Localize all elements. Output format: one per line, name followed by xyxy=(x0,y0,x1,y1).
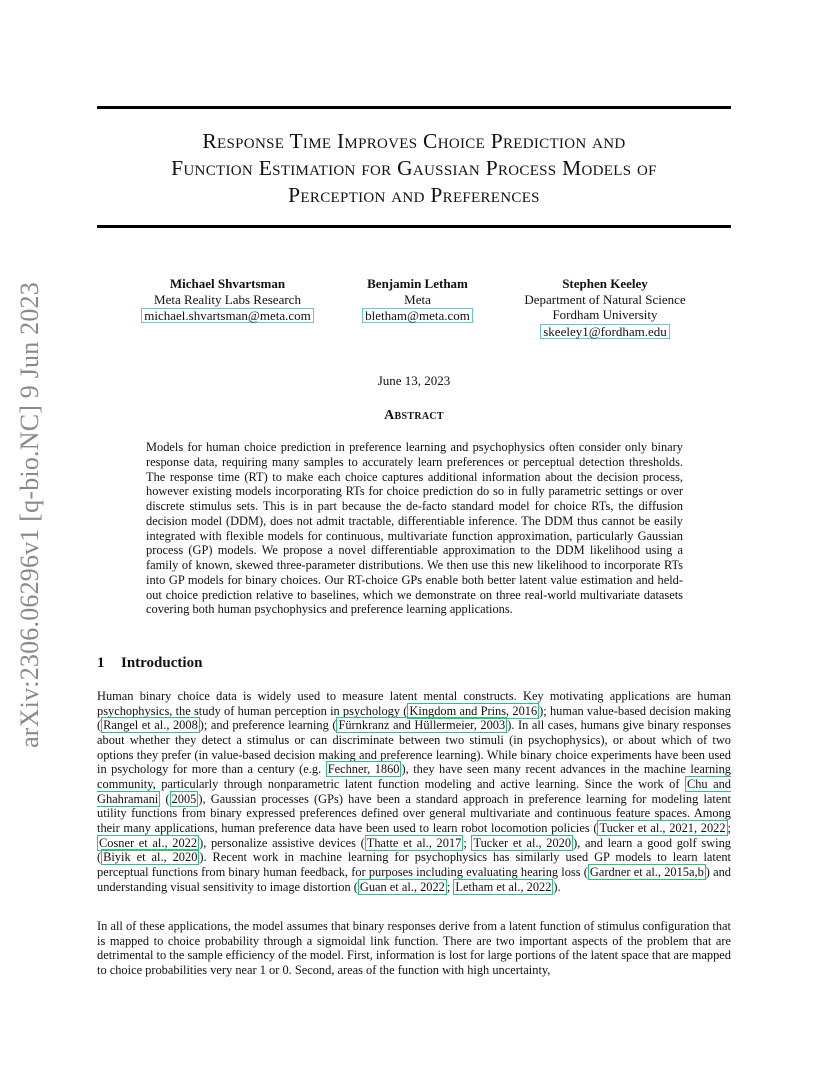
citation-link[interactable]: Tucker et al., 2021, 2022 xyxy=(599,820,726,835)
arxiv-identifier-stamp[interactable] xyxy=(8,280,52,750)
paragraph-text-run: ( xyxy=(160,791,170,806)
paragraph-text-run: ); human value-based decision making ( xyxy=(97,703,732,733)
paragraph-text-run: ); and preference learning ( xyxy=(199,718,337,733)
paragraph-text-run: Human binary choice data is widely used to measure latent mental constructs. Key motivating applications are human psychophysics, the study of human perception in psychology ( xyxy=(97,689,731,718)
section-number: 1 xyxy=(97,655,105,671)
paragraph-text-run: ), Gaussian processes (GPs) have been a standard approach in preference learning for modeling latent utility functions from binary expressed preferences defined over general multivariate and continuous feature spaces. Among their many applications, human preference data have been used to learn robot locomotion policies ( xyxy=(97,791,731,835)
citation-link[interactable]: Cosner et al., 2022 xyxy=(99,835,198,850)
paragraph-text-run: ), and learn a good golf swing ( xyxy=(97,835,731,865)
paragraph-text-run: ) and understanding visual sensitivity to image distortion ( xyxy=(97,864,731,894)
author-email-link[interactable]: bletham@meta.com xyxy=(362,308,473,323)
citation-link[interactable]: Rangel et al., 2008 xyxy=(103,718,198,733)
author-name: Michael Shvartsman xyxy=(169,276,286,291)
title-line-2: Function Estimation for Gaussian Process Models of xyxy=(171,156,657,180)
author-affiliation: Meta xyxy=(404,291,431,307)
arxiv-identifier-text[interactable]: arXiv:2306.06296v1 [q-bio.NC] 9 Jun 2023 xyxy=(15,282,44,748)
paragraph-text-run: ), personalize assistive devices ( xyxy=(199,835,365,850)
section-title: Introduction xyxy=(121,655,203,671)
author-affiliation: Meta Reality Labs Research xyxy=(154,291,301,307)
paragraph-text-run: ). Recent work in machine learning for psychophysics has similarly used GP models to learn latent perceptual functions from binary human feedback, for purposes including evaluating hearing loss ( xyxy=(97,850,731,879)
paragraph-text-run: ; xyxy=(727,820,731,835)
paragraph-text-run: ; xyxy=(446,879,454,894)
introduction-paragraph-2: In all of these applications, the model assumes that binary responses derive from a latent function of stimulus configuration that is mapped to choice probability through a sigmoidal link function. There are two important aspects of the problem that are detrimental to the sample efficiency of the model. First, information is lost for large portions of the latent space that are mapped to choice probabilities very near 1 or 0. Second, areas of the function with high uncertainty, xyxy=(97,919,731,977)
citation-link[interactable]: Fürnkranz and Hüllermeier, 2003 xyxy=(338,718,506,733)
paper-title xyxy=(97,128,731,209)
author-name: Benjamin Letham xyxy=(367,276,468,291)
introduction-paragraph-1 xyxy=(97,689,731,911)
citation-link[interactable]: Gardner et al., 2015a,b xyxy=(589,864,704,879)
citation-link[interactable]: Letham et al., 2022 xyxy=(455,879,552,894)
author-email-link[interactable]: michael.shvartsman@meta.com xyxy=(141,308,313,323)
citation-link[interactable]: Biyik et al., 2020 xyxy=(103,850,198,865)
author-block-keeley xyxy=(505,276,705,339)
abstract-heading: Abstract xyxy=(384,408,444,423)
author-email-link[interactable]: skeeley1@fordham.edu xyxy=(540,324,670,339)
paragraph-text-run: ), they have seen many recent advances in the machine learning community, particularly through nonparametric latent function modeling and active learning. Since the work of xyxy=(97,762,731,791)
citation-link[interactable]: Guan et al., 2022 xyxy=(359,879,445,894)
paragraph-text-run: ; xyxy=(463,835,472,850)
author-block-shvartsman xyxy=(135,276,320,324)
abstract-body: Models for human choice prediction in preference learning and psychophysics often consider only binary response data, requiring many samples to accurately learn preferences or perceptual detection thresholds. The response time (RT) to make each choice captures additional information about the decision process, however existing models incorporating RTs for choice prediction do so in fully parametric settings or over discrete stimulus sets. This is in part because the de-facto standard model for choice RTs, the diffusion decision model (DDM), does not admit tractable, differentiable inference. The DDM thus cannot be easily integrated with flexible models for continuous, multivariate function approximation, particularly Gaussian process (GP) models. We propose a novel differentiable approximation to the DDM likelihood using a family of known, skewed three-parameter distributions. We then use this new likelihood to incorporate RTs into GP models for binary choices. Our RT-choice GPs enable both better latent value estimation and held-out choice prediction relative to baselines, which we demonstrate on three real-world multivariate datasets covering both human psychophysics and preference learning applications. xyxy=(146,440,683,617)
author-name: Stephen Keeley xyxy=(562,276,648,291)
citation-link[interactable]: Chu and Ghahramani xyxy=(97,776,731,806)
citation-link[interactable]: Tucker et al., 2020 xyxy=(473,835,572,850)
paragraph-text-run: ). In all cases, humans give binary responses about whether they detect a stimulus or can discriminate between two stimuli (in psychophysics), or about which of two options they prefer (in value-based decision making and preference learning). While binary choice experiments have been used in psychology for more than a century (e.g. xyxy=(97,718,731,777)
author-affiliation-2: Fordham University xyxy=(552,307,658,322)
citation-link[interactable]: Fechner, 1860 xyxy=(327,762,400,777)
paragraph-text-run: ). xyxy=(553,879,561,894)
paper-date: June 13, 2023 xyxy=(377,373,451,388)
title-top-rule xyxy=(97,106,731,109)
citation-link[interactable]: Kingdom and Prins, 2016 xyxy=(409,703,538,718)
author-affiliation: Department of Natural Science xyxy=(524,291,686,307)
citation-link[interactable]: 2005 xyxy=(171,791,197,806)
title-line-3: Perception and Preferences xyxy=(288,183,540,207)
author-block-letham xyxy=(355,276,480,324)
title-line-1: Response Time Improves Choice Prediction and xyxy=(202,129,626,153)
section-heading-introduction xyxy=(97,655,202,672)
citation-link[interactable]: Thatte et al., 2017 xyxy=(366,835,462,850)
title-bottom-rule xyxy=(97,225,731,228)
